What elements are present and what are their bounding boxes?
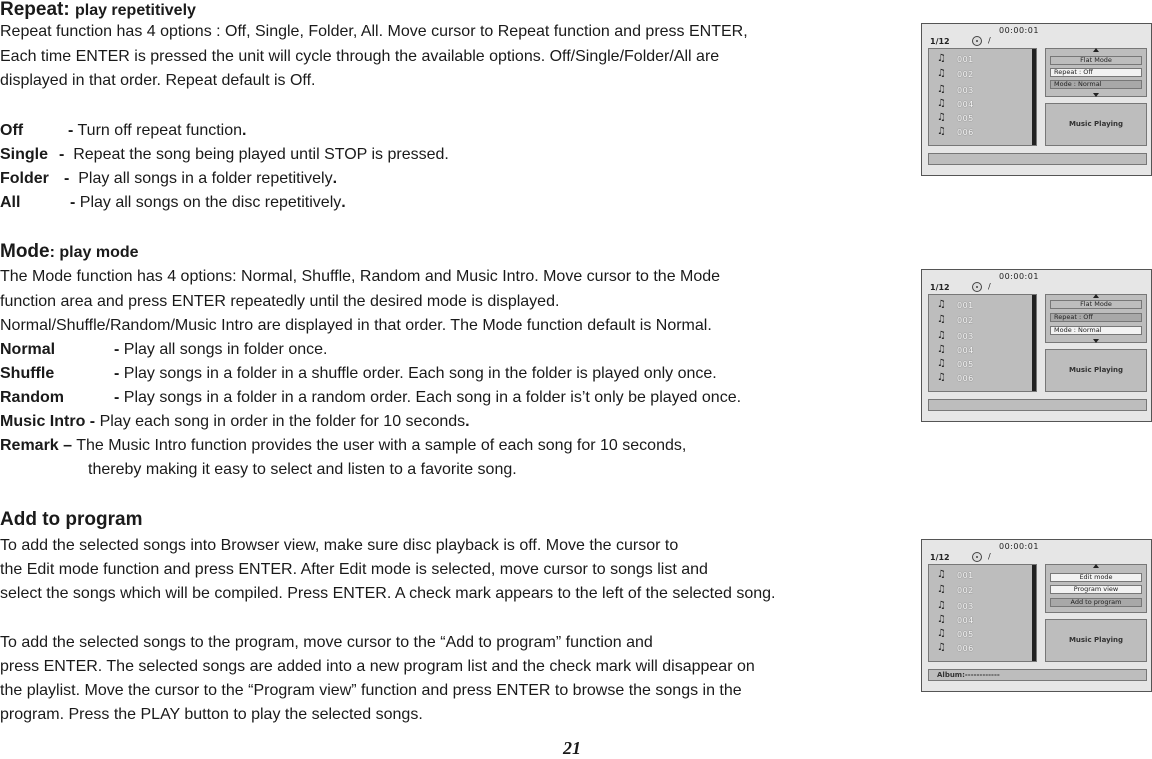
option-mode[interactable]: Mode : Normal	[1050, 80, 1142, 89]
scrollbar[interactable]	[1032, 49, 1036, 145]
option-separator: -	[89, 413, 96, 430]
music-note-icon: ♫	[937, 84, 946, 95]
option-separator: -	[114, 341, 120, 358]
song-number: 003	[957, 332, 974, 341]
option-term: Random	[0, 389, 64, 406]
option-term: All	[0, 194, 21, 211]
option-end: .	[465, 413, 470, 430]
song-number: 002	[957, 316, 974, 325]
repeat-option-folder	[0, 167, 337, 191]
music-note-icon: ♫	[937, 628, 946, 639]
options-panel	[1045, 294, 1147, 343]
option-separator: -	[114, 389, 120, 406]
add-para-line: program. Press the PLAY button to play the selected songs.	[0, 706, 423, 723]
option-repeat[interactable]: Repeat : Off	[1050, 68, 1142, 77]
option-separator: -	[68, 122, 74, 139]
repeat-para-line: displayed in that order. Repeat default is Off.	[0, 72, 316, 89]
disc-icon	[972, 282, 982, 292]
option-term: Single	[0, 146, 49, 163]
music-note-icon: ♫	[937, 600, 946, 611]
option-desc: Play all songs in folder once.	[123, 341, 328, 358]
up-arrow-icon[interactable]	[1093, 294, 1099, 298]
elapsed-time: 00:00:01	[999, 26, 1039, 35]
mode-option-random	[0, 386, 741, 410]
down-arrow-icon[interactable]	[1093, 339, 1099, 343]
track-counter: 1/12	[930, 283, 950, 292]
scrollbar[interactable]	[1032, 295, 1036, 391]
option-desc: Turn off repeat function	[77, 122, 243, 139]
mode-subtitle: : play mode	[49, 244, 139, 261]
option-desc: Repeat the song being played until STOP is pressed.	[73, 146, 449, 163]
song-number: 002	[957, 586, 974, 595]
option-edit-mode[interactable]: Edit mode	[1050, 573, 1142, 582]
song-number: 005	[957, 114, 974, 123]
song-number: 002	[957, 70, 974, 79]
mode-option-normal	[0, 338, 327, 362]
add-para-line: select the songs which will be compiled. Press ENTER. A check mark appears to the left of the selected song.	[0, 585, 776, 602]
options-panel	[1045, 564, 1147, 613]
mode-para-line: function area and press ENTER repeatedly until the desired mode is displayed.	[0, 293, 560, 310]
page-number: 21	[563, 738, 581, 758]
disc-icon	[972, 36, 982, 46]
song-number: 001	[957, 571, 974, 580]
music-note-icon: ♫	[937, 98, 946, 109]
mode-heading	[0, 240, 139, 265]
song-list[interactable]	[928, 294, 1037, 392]
mode-title: Mode	[0, 241, 50, 262]
song-number: 006	[957, 374, 974, 383]
option-desc: Play songs in a folder in a random order. Each song in a folder is’t only be played once.	[123, 389, 742, 406]
mode-para-line: The Mode function has 4 options: Normal, Shuffle, Random and Music Intro. Move cursor to the Mode	[0, 268, 721, 285]
option-repeat[interactable]: Repeat : Off	[1050, 313, 1142, 322]
options-panel	[1045, 48, 1147, 97]
song-number: 004	[957, 616, 974, 625]
option-term: Shuffle	[0, 365, 55, 382]
repeat-subtitle: play repetitively	[74, 2, 196, 19]
option-term: Music Intro	[0, 413, 86, 430]
music-note-icon: ♫	[937, 126, 946, 137]
option-flat-mode[interactable]: Flat Mode	[1050, 300, 1142, 309]
elapsed-time: 00:00:01	[999, 542, 1039, 551]
track-counter: 1/12	[930, 553, 950, 562]
music-note-icon: ♫	[937, 112, 946, 123]
option-program-view[interactable]: Program view	[1050, 585, 1142, 594]
repeat-option-off	[0, 119, 246, 143]
repeat-para-line: Each time ENTER is pressed the unit will cycle through the available options. Off/Single/Folder/All are	[0, 48, 720, 65]
option-separator: -	[59, 146, 65, 163]
option-desc: Play songs in a folder in a shuffle order. Each song in the folder is played only once.	[123, 365, 717, 382]
song-number: 006	[957, 644, 974, 653]
track-counter: 1/12	[930, 37, 950, 46]
option-end: .	[332, 170, 338, 187]
status-panel: Music Playing	[1045, 103, 1147, 146]
music-note-icon: ♫	[937, 569, 946, 580]
mode-option-shuffle	[0, 362, 717, 386]
song-number: 003	[957, 602, 974, 611]
repeat-option-single	[0, 143, 449, 167]
music-note-icon: ♫	[937, 344, 946, 355]
disc-icon	[972, 552, 982, 562]
path-separator: /	[988, 552, 991, 561]
song-list[interactable]	[928, 48, 1037, 146]
option-end: .	[341, 194, 346, 211]
path-separator: /	[988, 282, 991, 291]
option-mode[interactable]: Mode : Normal	[1050, 326, 1142, 335]
song-number: 001	[957, 301, 974, 310]
info-bar	[928, 153, 1147, 165]
music-note-icon: ♫	[937, 584, 946, 595]
add-para-line: the Edit mode function and press ENTER. After Edit mode is selected, move cursor to songs list and	[0, 561, 708, 578]
mode-option-music-intro	[0, 410, 470, 434]
add-program-heading: Add to program	[0, 509, 143, 530]
add-para-line: To add the selected songs to the program, move cursor to the “Add to program” function and	[0, 634, 653, 651]
music-note-icon: ♫	[937, 299, 946, 310]
option-flat-mode[interactable]: Flat Mode	[1050, 56, 1142, 65]
option-term: Normal	[0, 341, 56, 358]
music-note-icon: ♫	[937, 314, 946, 325]
up-arrow-icon[interactable]	[1093, 564, 1099, 568]
up-arrow-icon[interactable]	[1093, 48, 1099, 52]
option-separator: -	[64, 170, 70, 187]
music-note-icon: ♫	[937, 358, 946, 369]
song-number: 006	[957, 128, 974, 137]
remark-line: The Music Intro function provides the user with a sample of each song for 10 seconds,	[76, 437, 687, 454]
album-bar: Album:------------	[928, 669, 1147, 681]
add-para-line: To add the selected songs into Browser view, make sure disc playback is off. Move the cursor to	[0, 537, 679, 554]
option-term: Off	[0, 122, 24, 139]
info-bar	[928, 399, 1147, 411]
down-arrow-icon[interactable]	[1093, 93, 1099, 97]
option-desc: Play all songs on the disc repetitively	[79, 194, 342, 211]
option-term: Folder	[0, 170, 49, 187]
repeat-title: Repeat:	[0, 0, 70, 20]
music-note-icon: ♫	[937, 614, 946, 625]
player-screen-repeat	[921, 23, 1152, 176]
option-end: .	[242, 122, 247, 139]
status-panel: Music Playing	[1045, 349, 1147, 392]
mode-para-line: Normal/Shuffle/Random/Music Intro are displayed in that order. The Mode function default is Normal.	[0, 317, 712, 334]
music-note-icon: ♫	[937, 330, 946, 341]
music-note-icon: ♫	[937, 53, 946, 64]
status-panel: Music Playing	[1045, 619, 1147, 662]
option-desc: Play all songs in a folder repetitively	[78, 170, 333, 187]
player-screen-program	[921, 539, 1152, 692]
repeat-option-all	[0, 191, 346, 215]
remark-term: Remark –	[0, 437, 73, 454]
option-separator: -	[70, 194, 76, 211]
music-note-icon: ♫	[937, 372, 946, 383]
music-note-icon: ♫	[937, 68, 946, 79]
mode-remark-continued: thereby making it easy to select and listen to a favorite song.	[88, 461, 517, 478]
option-desc: Play each song in order in the folder for 10 seconds	[99, 413, 466, 430]
option-add-to-program[interactable]: Add to program	[1050, 598, 1142, 607]
path-separator: /	[988, 36, 991, 45]
add-para-line: press ENTER. The selected songs are added into a new program list and the check mark will disappear on	[0, 658, 755, 675]
song-number: 005	[957, 360, 974, 369]
music-note-icon: ♫	[937, 642, 946, 653]
scrollbar[interactable]	[1032, 565, 1036, 661]
elapsed-time: 00:00:01	[999, 272, 1039, 281]
mode-remark	[0, 434, 686, 458]
song-number: 004	[957, 346, 974, 355]
player-screen-mode	[921, 269, 1152, 422]
repeat-para-line: Repeat function has 4 options : Off, Single, Folder, All. Move cursor to Repeat function and press ENTER,	[0, 23, 748, 40]
option-separator: -	[114, 365, 120, 382]
song-number: 001	[957, 55, 974, 64]
song-list[interactable]	[928, 564, 1037, 662]
song-number: 004	[957, 100, 974, 109]
song-number: 005	[957, 630, 974, 639]
add-para-line: the playlist. Move the cursor to the “Program view” function and press ENTER to browse the songs in the	[0, 682, 742, 699]
song-number: 003	[957, 86, 974, 95]
